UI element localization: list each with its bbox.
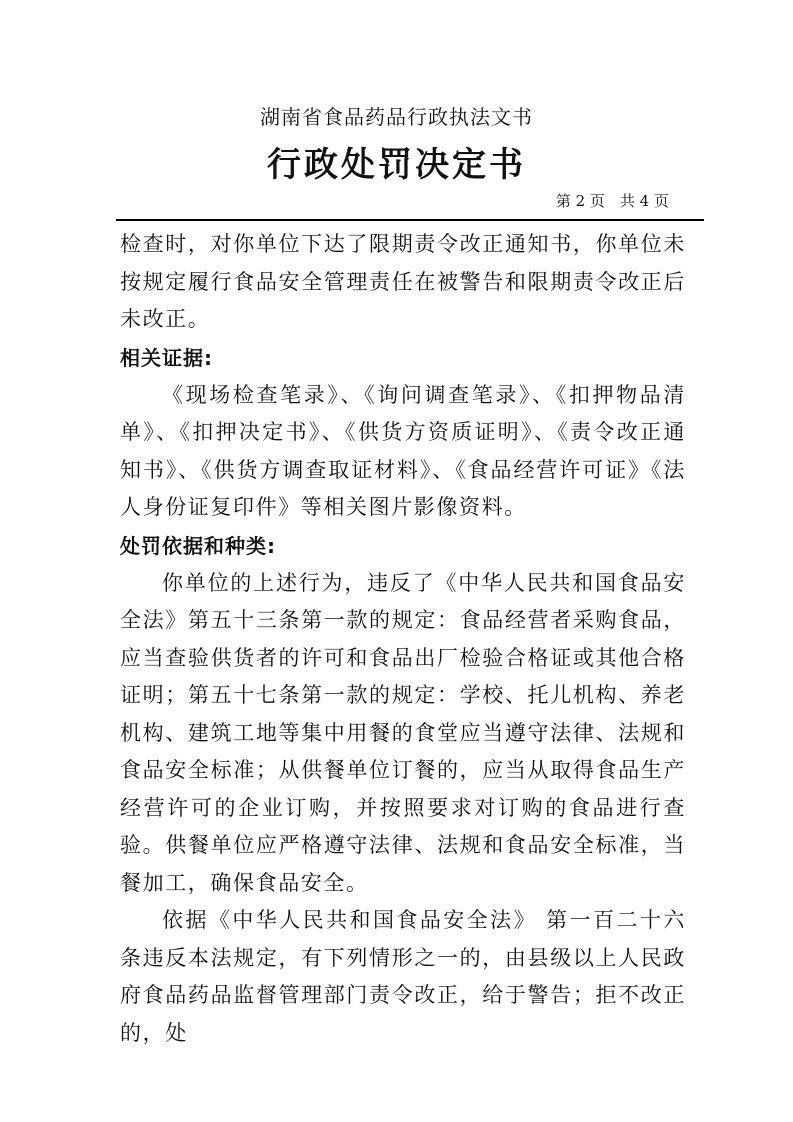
heading-evidence: 相关证据: <box>120 345 213 370</box>
paragraph-penalty-basis: 你单位的上述行为，违反了《中华人民共和国食品安全法》第五十三条第一款的规定：食品经营者采购食品，应当查验供货者的许可和食品出厂检验合格证或其他合格证明；第五十七条第一款的规定：学校、托儿机构、养老机构、建筑工地等集中用餐的食堂应当遵守法律、法规和食品安全标准；从供餐单位订餐的，应当从取得食品生产经营许可的企业订购，并按照要求对订购的食品进行查验。供餐单位应严格遵守法律、法规和食品安全标准，当餐加工，确保食品安全。 <box>120 570 686 895</box>
document-body <box>120 226 686 1052</box>
paragraph-legal-provision: 依据《中华人民共和国食品安全法》 第一百二十六条违反本法规定，有下列情形之一的，由县级以上人民政府食品药品监督管理部门责令改正，给于警告；拒不改正的，处 <box>120 908 686 1045</box>
paragraph-evidence: 《现场检查笔录》、《询问调查笔录》、《扣押物品清单》、《扣押决定书》、《供货方资质证明》、《责令改正通知书》、《供货方调查取证材料》、《食品经营许可证》《法人身份证复印件》等相关图片影像资料。 <box>120 382 686 519</box>
page-number: 第 2 页 共 4 页 <box>555 192 669 210</box>
heading-penalty-basis: 处罚依据和种类: <box>120 533 276 558</box>
issuing-agency: 湖南省食品药品行政执法文书 <box>260 105 533 129</box>
header-divider <box>116 219 704 221</box>
paragraph-continued: 检查时，对你单位下达了限期责令改正通知书，你单位未按规定履行食品安全管理责任在被警告和限期责令改正后未改正。 <box>120 232 686 331</box>
document-title: 行政处罚决定书 <box>267 145 526 185</box>
